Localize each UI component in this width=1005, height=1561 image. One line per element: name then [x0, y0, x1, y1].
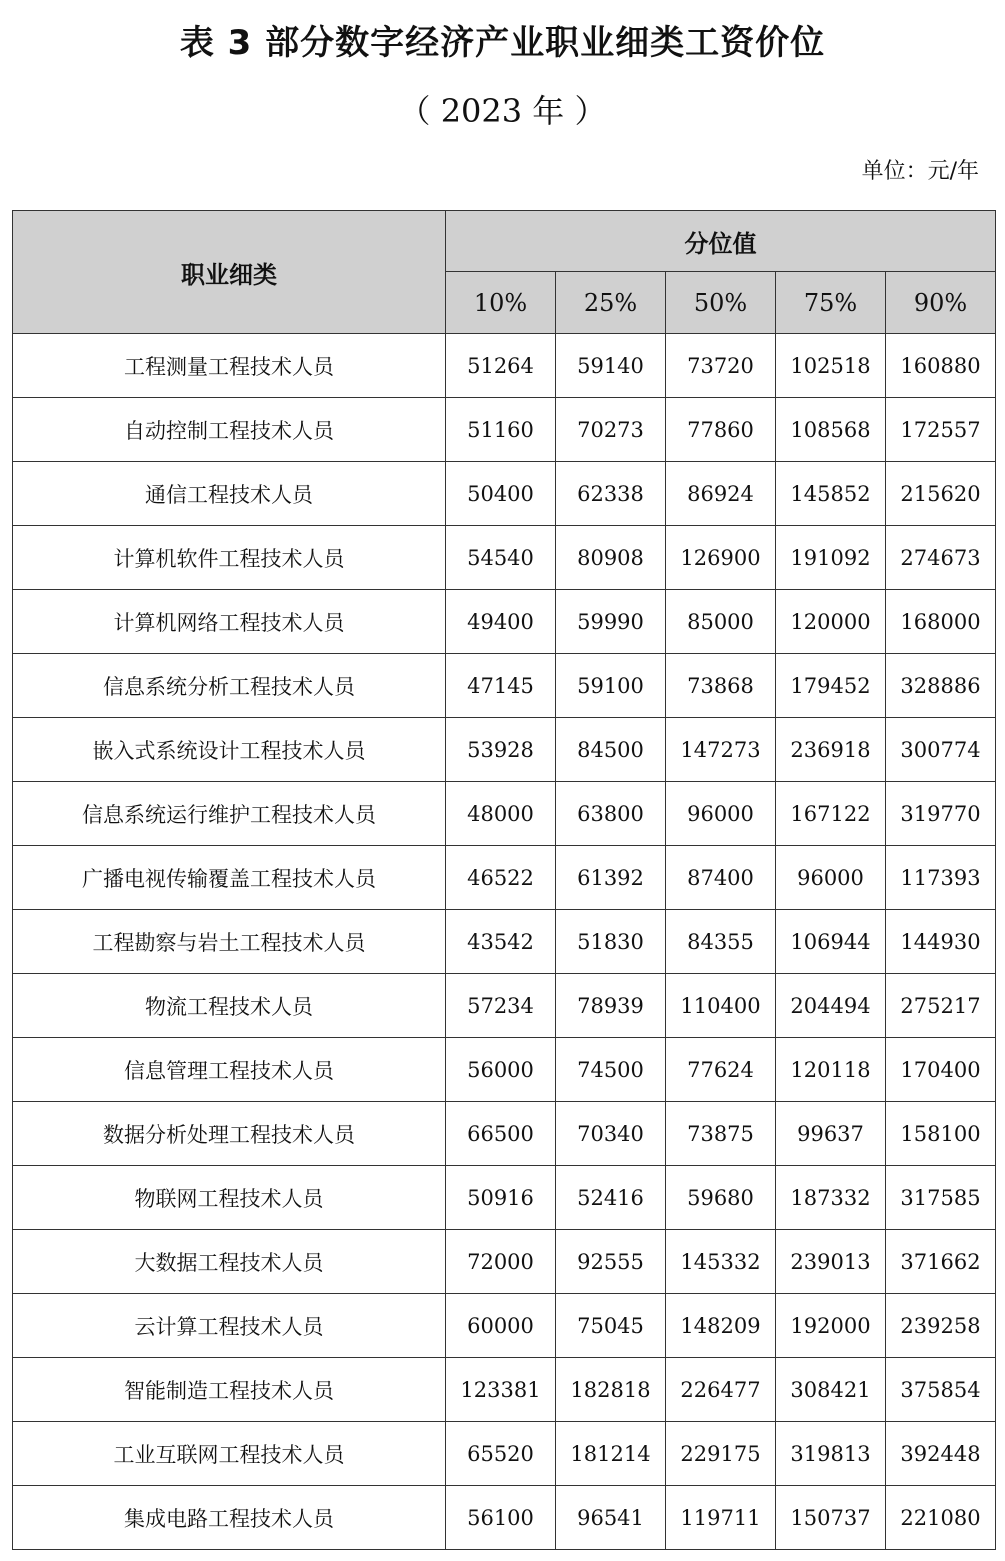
wage-value-cell: 108568 — [776, 398, 886, 462]
occupation-name-cell: 大数据工程技术人员 — [13, 1230, 446, 1294]
page-subtitle: （ 2023 年 ） — [398, 92, 607, 130]
wage-value-cell: 150737 — [776, 1486, 886, 1550]
table-body — [13, 334, 996, 1550]
wage-value-cell: 236918 — [776, 718, 886, 782]
wage-value-cell: 145852 — [776, 462, 886, 526]
occupation-name-cell: 自动控制工程技术人员 — [13, 398, 446, 462]
wage-value-cell: 53928 — [446, 718, 556, 782]
table-header — [13, 211, 996, 334]
wage-value-cell: 49400 — [446, 590, 556, 654]
wage-value-cell: 54540 — [446, 526, 556, 590]
occupation-name-cell: 集成电路工程技术人员 — [13, 1486, 446, 1550]
wage-value-cell: 126900 — [666, 526, 776, 590]
wage-value-cell: 80908 — [556, 526, 666, 590]
wage-table — [12, 210, 996, 1550]
wage-value-cell: 61392 — [556, 846, 666, 910]
wage-value-cell: 170400 — [886, 1038, 996, 1102]
wage-value-cell: 50400 — [446, 462, 556, 526]
wage-value-cell: 96000 — [776, 846, 886, 910]
wage-value-cell: 187332 — [776, 1166, 886, 1230]
wage-value-cell: 328886 — [886, 654, 996, 718]
wage-value-cell: 204494 — [776, 974, 886, 1038]
wage-value-cell: 92555 — [556, 1230, 666, 1294]
wage-value-cell: 78939 — [556, 974, 666, 1038]
occupation-name-cell: 数据分析处理工程技术人员 — [13, 1102, 446, 1166]
table-row — [13, 1422, 996, 1486]
wage-value-cell: 120000 — [776, 590, 886, 654]
wage-value-cell: 51830 — [556, 910, 666, 974]
table-row — [13, 1166, 996, 1230]
unit-label: 单位：元/年 — [861, 159, 979, 184]
occupation-name-cell: 信息系统运行维护工程技术人员 — [13, 782, 446, 846]
wage-value-cell: 168000 — [886, 590, 996, 654]
wage-value-cell: 46522 — [446, 846, 556, 910]
wage-value-cell: 123381 — [446, 1358, 556, 1422]
wage-value-cell: 375854 — [886, 1358, 996, 1422]
wage-value-cell: 215620 — [886, 462, 996, 526]
page-title: 表 3 部分数字经济产业职业细类工资价位 — [179, 23, 826, 63]
wage-value-cell: 70340 — [556, 1102, 666, 1166]
wage-value-cell: 160880 — [886, 334, 996, 398]
wage-value-cell: 147273 — [666, 718, 776, 782]
occupation-name-cell: 智能制造工程技术人员 — [13, 1358, 446, 1422]
wage-value-cell: 51264 — [446, 334, 556, 398]
wage-value-cell: 72000 — [446, 1230, 556, 1294]
wage-value-cell: 47145 — [446, 654, 556, 718]
wage-value-cell: 110400 — [666, 974, 776, 1038]
wage-value-cell: 84500 — [556, 718, 666, 782]
wage-value-cell: 308421 — [776, 1358, 886, 1422]
wage-value-cell: 191092 — [776, 526, 886, 590]
wage-value-cell: 48000 — [446, 782, 556, 846]
wage-value-cell: 73720 — [666, 334, 776, 398]
occupation-name-cell: 工程勘察与岩土工程技术人员 — [13, 910, 446, 974]
header-percentile: 10% — [446, 272, 556, 334]
header-percentile-group: 分位值 — [446, 211, 996, 272]
occupation-name-cell: 信息管理工程技术人员 — [13, 1038, 446, 1102]
wage-value-cell: 106944 — [776, 910, 886, 974]
wage-value-cell: 60000 — [446, 1294, 556, 1358]
wage-value-cell: 192000 — [776, 1294, 886, 1358]
table-row — [13, 974, 996, 1038]
wage-value-cell: 182818 — [556, 1358, 666, 1422]
table-row — [13, 1038, 996, 1102]
table-row — [13, 1486, 996, 1550]
wage-value-cell: 148209 — [666, 1294, 776, 1358]
wage-value-cell: 181214 — [556, 1422, 666, 1486]
occupation-name-cell: 物流工程技术人员 — [13, 974, 446, 1038]
wage-value-cell: 59140 — [556, 334, 666, 398]
occupation-name-cell: 计算机网络工程技术人员 — [13, 590, 446, 654]
table-row — [13, 1294, 996, 1358]
occupation-name-cell: 通信工程技术人员 — [13, 462, 446, 526]
wage-value-cell: 66500 — [446, 1102, 556, 1166]
wage-value-cell: 85000 — [666, 590, 776, 654]
wage-value-cell: 56100 — [446, 1486, 556, 1550]
table-row — [13, 654, 996, 718]
wage-value-cell: 70273 — [556, 398, 666, 462]
header-percentile: 75% — [776, 272, 886, 334]
wage-value-cell: 59680 — [666, 1166, 776, 1230]
wage-value-cell: 239013 — [776, 1230, 886, 1294]
occupation-name-cell: 物联网工程技术人员 — [13, 1166, 446, 1230]
wage-value-cell: 167122 — [776, 782, 886, 846]
wage-value-cell: 75045 — [556, 1294, 666, 1358]
wage-value-cell: 77860 — [666, 398, 776, 462]
occupation-name-cell: 工业互联网工程技术人员 — [13, 1422, 446, 1486]
wage-value-cell: 179452 — [776, 654, 886, 718]
wage-value-cell: 50916 — [446, 1166, 556, 1230]
wage-value-cell: 239258 — [886, 1294, 996, 1358]
wage-value-cell: 56000 — [446, 1038, 556, 1102]
table-row — [13, 910, 996, 974]
occupation-name-cell: 云计算工程技术人员 — [13, 1294, 446, 1358]
wage-value-cell: 43542 — [446, 910, 556, 974]
wage-value-cell: 221080 — [886, 1486, 996, 1550]
wage-value-cell: 145332 — [666, 1230, 776, 1294]
wage-value-cell: 62338 — [556, 462, 666, 526]
wage-value-cell: 59100 — [556, 654, 666, 718]
header-percentile: 50% — [666, 272, 776, 334]
occupation-name-cell: 信息系统分析工程技术人员 — [13, 654, 446, 718]
wage-value-cell: 226477 — [666, 1358, 776, 1422]
wage-value-cell: 317585 — [886, 1166, 996, 1230]
wage-value-cell: 392448 — [886, 1422, 996, 1486]
wage-value-cell: 57234 — [446, 974, 556, 1038]
wage-value-cell: 63800 — [556, 782, 666, 846]
wage-value-cell: 74500 — [556, 1038, 666, 1102]
wage-value-cell: 59990 — [556, 590, 666, 654]
wage-value-cell: 96541 — [556, 1486, 666, 1550]
table-row — [13, 782, 996, 846]
wage-value-cell: 96000 — [666, 782, 776, 846]
wage-value-cell: 84355 — [666, 910, 776, 974]
wage-value-cell: 52416 — [556, 1166, 666, 1230]
wage-value-cell: 102518 — [776, 334, 886, 398]
occupation-name-cell: 广播电视传输覆盖工程技术人员 — [13, 846, 446, 910]
wage-value-cell: 158100 — [886, 1102, 996, 1166]
wage-value-cell: 119711 — [666, 1486, 776, 1550]
occupation-name-cell: 工程测量工程技术人员 — [13, 334, 446, 398]
table-row — [13, 398, 996, 462]
table-row — [13, 590, 996, 654]
table-row — [13, 1358, 996, 1422]
wage-value-cell: 77624 — [666, 1038, 776, 1102]
table-row — [13, 334, 996, 398]
table-row — [13, 1102, 996, 1166]
table-row — [13, 718, 996, 782]
wage-value-cell: 144930 — [886, 910, 996, 974]
occupation-name-cell: 嵌入式系统设计工程技术人员 — [13, 718, 446, 782]
table-row — [13, 526, 996, 590]
wage-value-cell: 300774 — [886, 718, 996, 782]
wage-value-cell: 229175 — [666, 1422, 776, 1486]
wage-value-cell: 319770 — [886, 782, 996, 846]
wage-value-cell: 371662 — [886, 1230, 996, 1294]
wage-value-cell: 86924 — [666, 462, 776, 526]
wage-value-cell: 73868 — [666, 654, 776, 718]
wage-value-cell: 275217 — [886, 974, 996, 1038]
wage-value-cell: 99637 — [776, 1102, 886, 1166]
wage-value-cell: 65520 — [446, 1422, 556, 1486]
wage-value-cell: 319813 — [776, 1422, 886, 1486]
wage-value-cell: 51160 — [446, 398, 556, 462]
table-row — [13, 462, 996, 526]
wage-value-cell: 87400 — [666, 846, 776, 910]
header-percentile: 25% — [556, 272, 666, 334]
wage-value-cell: 172557 — [886, 398, 996, 462]
wage-value-cell: 120118 — [776, 1038, 886, 1102]
occupation-name-cell: 计算机软件工程技术人员 — [13, 526, 446, 590]
wage-value-cell: 274673 — [886, 526, 996, 590]
wage-value-cell: 73875 — [666, 1102, 776, 1166]
header-percentile: 90% — [886, 272, 996, 334]
wage-value-cell: 117393 — [886, 846, 996, 910]
table-row — [13, 846, 996, 910]
header-occupation: 职业细类 — [13, 211, 446, 334]
table-row — [13, 1230, 996, 1294]
